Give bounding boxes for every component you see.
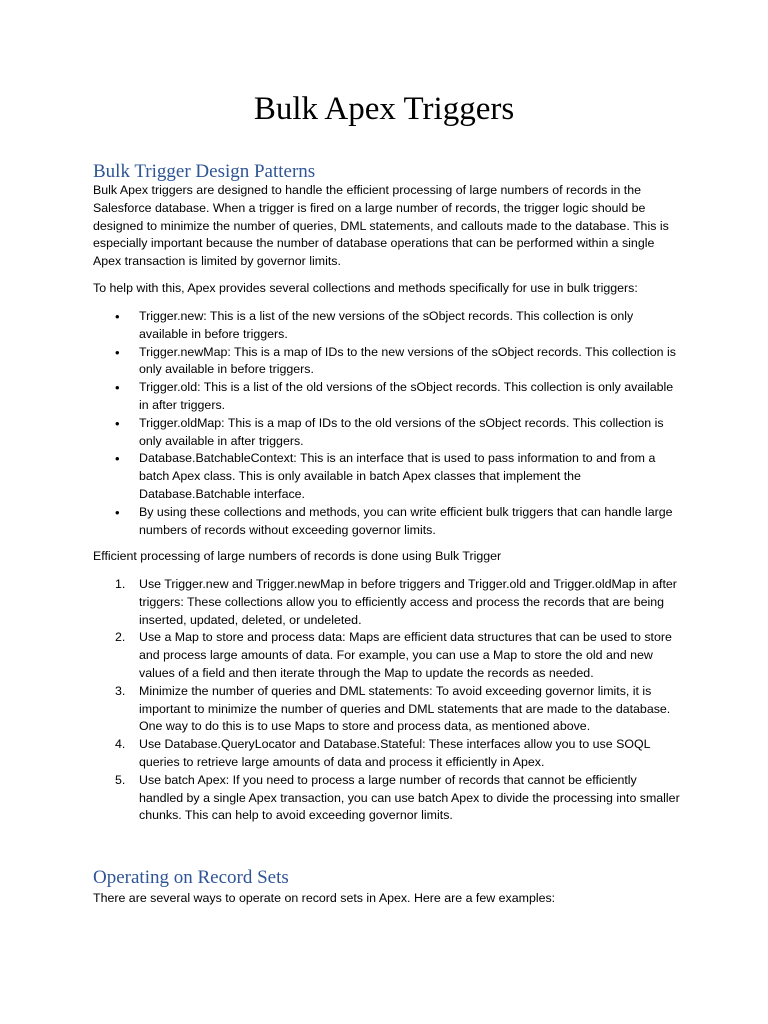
numbered-item-text: Use a Map to store and process data: Maps are efficient data structures that can be used to store and process large amounts of data. For example, you can use a Map to store the old and new values of a field and then iterate through the Map to update the records as needed. — [139, 630, 672, 680]
list-number: 1. — [115, 577, 126, 591]
collections-intro-paragraph: To help with this, Apex provides several collections and methods specifically for use in bulk triggers: — [93, 281, 638, 295]
bullet-icon: • — [115, 309, 120, 324]
list-number: 2. — [115, 630, 126, 645]
list-number: 4. — [115, 737, 126, 752]
list-number: 3. — [115, 683, 126, 698]
bullet-icon: • — [115, 504, 120, 520]
best-practices-numbered-list — [93, 576, 683, 825]
record-sets-intro-paragraph: There are several ways to operate on record sets in Apex. Here are a few examples: — [93, 891, 556, 905]
numbered-item — [93, 576, 683, 629]
bullet-item — [93, 415, 683, 451]
section-heading-bulk-trigger-design-patterns: Bulk Trigger Design Patterns — [93, 161, 316, 182]
bullet-icon: • — [115, 380, 120, 396]
bullet-item — [93, 308, 683, 344]
bullet-item-text: Trigger.oldMap: This is a map of IDs to the old versions of the sObject records. This collection is only available in after triggers. — [139, 415, 664, 448]
bullet-icon: • — [115, 415, 120, 431]
bullet-icon: • — [115, 344, 120, 360]
bullet-item-text: Trigger.newMap: This is a map of IDs to the new versions of the sObject records. This collection is only available in before triggers. — [139, 344, 676, 377]
collections-bullet-list — [93, 308, 683, 539]
bullet-item-text: Trigger.new: This is a list of the new versions of the sObject records. This collection is only available in before triggers. — [139, 309, 634, 341]
bulk-trigger-intro-paragraph: Efficient processing of large numbers of records is done using Bulk Trigger — [93, 549, 502, 563]
bullet-item — [93, 504, 683, 540]
bullet-item-text: By using these collections and methods, you can write efficient bulk triggers that can handle large numbers of records without exceeding governor limits. — [139, 504, 673, 537]
bullet-item — [93, 344, 683, 380]
numbered-item-text: Use batch Apex: If you need to process a large number of records that cannot be efficiently handled by a single Apex transaction, you can use batch Apex to divide the processing into smaller chunks. This can help to avoid exceeding governor limits. — [139, 772, 680, 823]
bullet-item-text: Database.BatchableContext: This is an interface that is used to pass information to and from a batch Apex class. This is only available in batch Apex classes that implement the Database.Batchable interface. — [139, 451, 656, 501]
numbered-item — [93, 736, 683, 772]
numbered-item — [93, 629, 683, 682]
intro-paragraph: Bulk Apex triggers are designed to handle the efficient processing of large numbers of records in the Salesforce database. When a trigger is fired on a large number of records, the trigger logic should be designed to minimize the number of queries, DML statements, and callouts made to the database. This is especially important because the number of database operations that can be performed within a single Apex transaction is limited by governor limits. — [93, 183, 669, 269]
numbered-item-text: Use Database.QueryLocator and Database.Stateful: These interfaces allow you to use SOQL queries to retrieve large amounts of data and process it efficiently in Apex. — [139, 737, 651, 769]
bullet-item — [93, 379, 683, 415]
document-title: Bulk Apex Triggers — [253, 91, 515, 127]
bullet-icon: • — [115, 451, 120, 467]
numbered-item-text: Minimize the number of queries and DML statements: To avoid exceeding governor limits, it is important to minimize the number of queries and DML statements that are made to the database. One way to do this is to use Maps to store and process data, as mentioned above. — [139, 683, 671, 734]
bullet-item — [93, 450, 683, 503]
numbered-item-text: Use Trigger.new and Trigger.newMap in before triggers and Trigger.old and Trigger.oldMap in after triggers: These collections allow you to efficiently access and process the records that are being inserted, updated, deleted, or undeleted. — [139, 577, 677, 627]
list-number: 5. — [115, 772, 126, 787]
numbered-item — [93, 683, 683, 736]
bullet-item-text: Trigger.old: This is a list of the old versions of the sObject records. This collection is only available in after triggers. — [139, 380, 674, 412]
section-heading-operating-on-record-sets: Operating on Record Sets — [93, 867, 289, 888]
numbered-item — [93, 772, 683, 825]
